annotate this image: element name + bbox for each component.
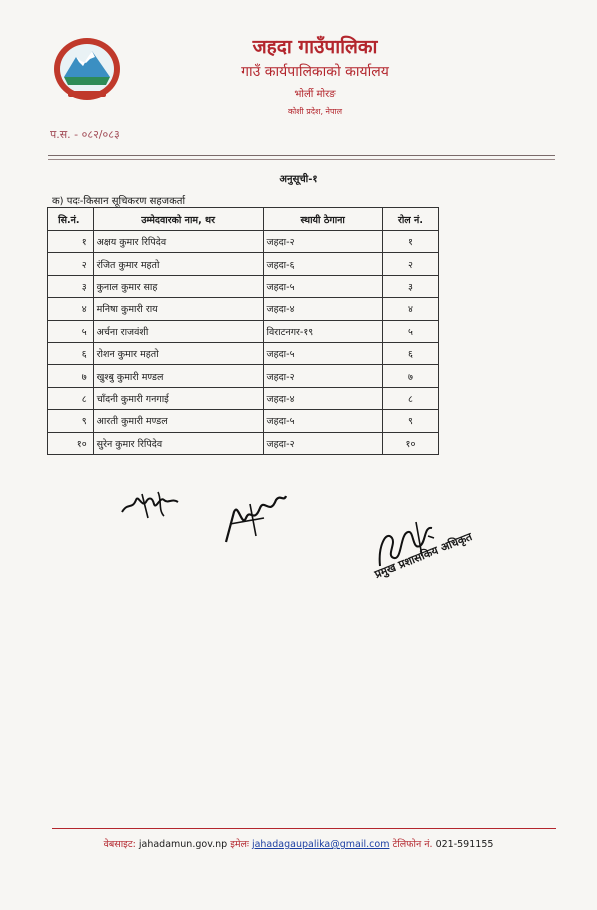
cell-roll: १०	[382, 432, 438, 454]
table-row	[48, 231, 439, 253]
cell-serial: ५	[48, 320, 94, 342]
cell-address: जहदा-५	[263, 410, 382, 432]
cell-roll: १	[382, 231, 438, 253]
table-row	[48, 387, 439, 409]
table-row	[48, 410, 439, 432]
table-row	[48, 275, 439, 297]
cell-serial: ९	[48, 410, 94, 432]
cell-serial: ३	[48, 275, 94, 297]
cell-name: कुनाल कुमार साह	[93, 275, 263, 297]
cell-roll: ८	[382, 387, 438, 409]
cell-address: जहदा-५	[263, 275, 382, 297]
table-row	[48, 298, 439, 320]
cell-name: खुश्बु कुमारी मण्डल	[93, 365, 263, 387]
table-row	[48, 365, 439, 387]
cell-name: रोशन कुमार महतो	[93, 342, 263, 364]
website-label: वेबसाइट:	[103, 839, 136, 850]
signature-2-icon	[220, 488, 290, 548]
table-header-row	[48, 208, 439, 231]
cell-serial: १०	[48, 432, 94, 454]
office-name: गाउँ कार्यपालिकाको कार्यालय	[241, 64, 389, 80]
cell-address: जहदा-२	[263, 231, 382, 253]
header-divider	[48, 155, 555, 160]
col-name: उम्मेदवारको नाम, थर	[93, 208, 263, 231]
cell-serial: ७	[48, 365, 94, 387]
phone-number: 021-591155	[435, 839, 494, 850]
cell-address: जहदा-५	[263, 342, 382, 364]
col-address: स्थायी ठेगाना	[263, 208, 382, 231]
schedule-title: अनुसूची-१	[279, 174, 318, 185]
footer-divider	[52, 828, 556, 829]
footer-contact	[0, 837, 597, 850]
cell-name: सुरेन कुमार रिपिदेव	[93, 432, 263, 454]
post-label: क) पदः-किसान सूचिकरण सहजकर्ता	[52, 196, 186, 207]
cell-address: विराटनगर-१९	[263, 320, 382, 342]
cell-name: आरती कुमारी मण्डल	[93, 410, 263, 432]
cao-title: प्रमुख प्रशासकिय अधिकृत	[372, 530, 474, 582]
table-row	[48, 253, 439, 275]
cell-name: रंजित कुमार महतो	[93, 253, 263, 275]
candidate-table	[47, 207, 439, 455]
col-serial: सि.नं.	[48, 208, 94, 231]
cell-serial: ८	[48, 387, 94, 409]
table-row	[48, 320, 439, 342]
org-name: जहदा गाउँपालिका	[252, 36, 378, 58]
email-label: इमेलः	[230, 839, 249, 850]
cell-roll: ३	[382, 275, 438, 297]
cell-address: जहदा-२	[263, 365, 382, 387]
nepal-emblem-icon	[50, 33, 124, 103]
cell-roll: ७	[382, 365, 438, 387]
cell-name: चाँदनी कुमारी गनगाई	[93, 387, 263, 409]
table-row	[48, 342, 439, 364]
col-roll: रोल नं.	[382, 208, 438, 231]
phone-label: टेलिफोन नं.	[392, 839, 433, 850]
signature-1-icon	[118, 488, 184, 522]
cell-roll: ६	[382, 342, 438, 364]
cell-serial: २	[48, 253, 94, 275]
cell-address: जहदा-६	[263, 253, 382, 275]
cell-address: जहदा-४	[263, 298, 382, 320]
cell-serial: ४	[48, 298, 94, 320]
cell-roll: ९	[382, 410, 438, 432]
website-link[interactable]: jahadamun.gov.np	[138, 839, 228, 850]
cell-serial: १	[48, 231, 94, 253]
cell-name: अर्चना राजवंशी	[93, 320, 263, 342]
cell-roll: २	[382, 253, 438, 275]
cell-roll: ४	[382, 298, 438, 320]
cell-name: अक्षय कुमार रिपिदेव	[93, 231, 263, 253]
province-line: कोशी प्रदेश, नेपाल	[287, 107, 343, 116]
cell-address: जहदा-४	[263, 387, 382, 409]
cell-name: मनिषा कुमारी राय	[93, 298, 263, 320]
cell-address: जहदा-२	[263, 432, 382, 454]
email-link[interactable]: jahadagaupalika@gmail.com	[251, 839, 390, 850]
address-line: भोर्ली मोरङ	[294, 89, 336, 100]
cell-roll: ५	[382, 320, 438, 342]
table-row	[48, 432, 439, 454]
reference-number: प.स. - ०८२/०८३	[50, 128, 120, 141]
cell-serial: ६	[48, 342, 94, 364]
